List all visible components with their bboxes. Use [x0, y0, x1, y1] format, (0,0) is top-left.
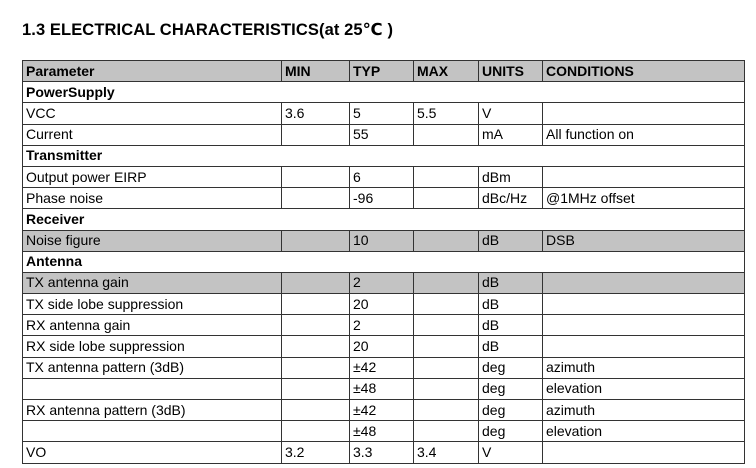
- electrical-characteristics-table: [22, 60, 745, 464]
- cell-min: [282, 421, 350, 442]
- cell-max: [414, 124, 479, 145]
- table-section-row: [23, 82, 745, 103]
- cell-typ: 5: [350, 103, 414, 124]
- cell-min: [282, 188, 350, 209]
- cell-max: [414, 400, 479, 421]
- cell-typ: 55: [350, 124, 414, 145]
- cell-max: [414, 378, 479, 399]
- cell-parameter: VO: [23, 442, 282, 463]
- cell-conditions: [543, 336, 745, 357]
- cell-units: dB: [479, 315, 543, 336]
- cell-max: [414, 294, 479, 315]
- header-max: MAX: [414, 61, 479, 82]
- cell-max: [414, 188, 479, 209]
- cell-max: 5.5: [414, 103, 479, 124]
- cell-typ: ±48: [350, 421, 414, 442]
- cell-typ: 20: [350, 336, 414, 357]
- cell-conditions: [543, 315, 745, 336]
- section-title: 1.3 ELECTRICAL CHARACTERISTICS(at 25℃ ): [22, 21, 394, 39]
- cell-parameter: [23, 421, 282, 442]
- cell-conditions: DSB: [543, 230, 745, 251]
- table-row: [23, 103, 745, 124]
- cell-parameter: TX antenna pattern (3dB): [23, 357, 282, 378]
- cell-parameter: Output power EIRP: [23, 166, 282, 187]
- cell-parameter: TX antenna gain: [23, 272, 282, 293]
- cell-parameter: Phase noise: [23, 188, 282, 209]
- table-row: [23, 124, 745, 145]
- cell-conditions: [543, 272, 745, 293]
- cell-typ: ±48: [350, 378, 414, 399]
- section-label: PowerSupply: [23, 82, 745, 103]
- table-row: [23, 442, 745, 463]
- cell-min: 3.2: [282, 442, 350, 463]
- cell-conditions: [543, 103, 745, 124]
- table-section-row: [23, 145, 745, 166]
- cell-conditions: azimuth: [543, 357, 745, 378]
- cell-typ: 3.3: [350, 442, 414, 463]
- table-row: [23, 315, 745, 336]
- cell-typ: -96: [350, 188, 414, 209]
- cell-min: [282, 378, 350, 399]
- cell-min: [282, 230, 350, 251]
- cell-typ: 20: [350, 294, 414, 315]
- cell-max: [414, 166, 479, 187]
- cell-units: dB: [479, 272, 543, 293]
- cell-units: V: [479, 103, 543, 124]
- cell-units: deg: [479, 357, 543, 378]
- cell-conditions: [543, 294, 745, 315]
- table-row: [23, 230, 745, 251]
- cell-typ: ±42: [350, 357, 414, 378]
- table-row: [23, 421, 745, 442]
- table-row: [23, 272, 745, 293]
- cell-parameter: RX side lobe suppression: [23, 336, 282, 357]
- cell-parameter: VCC: [23, 103, 282, 124]
- table-row: [23, 188, 745, 209]
- cell-units: dBm: [479, 166, 543, 187]
- cell-parameter: TX side lobe suppression: [23, 294, 282, 315]
- cell-min: [282, 124, 350, 145]
- cell-max: [414, 272, 479, 293]
- table-section-row: [23, 209, 745, 230]
- table-row: [23, 400, 745, 421]
- cell-parameter: Noise figure: [23, 230, 282, 251]
- cell-max: [414, 315, 479, 336]
- cell-min: [282, 336, 350, 357]
- section-label: Antenna: [23, 251, 745, 272]
- cell-conditions: elevation: [543, 421, 745, 442]
- header-min: MIN: [282, 61, 350, 82]
- table-section-row: [23, 251, 745, 272]
- table-row: [23, 357, 745, 378]
- cell-min: [282, 166, 350, 187]
- section-label: Transmitter: [23, 145, 745, 166]
- cell-units: deg: [479, 378, 543, 399]
- cell-typ: 10: [350, 230, 414, 251]
- table-row: [23, 336, 745, 357]
- cell-min: [282, 315, 350, 336]
- cell-units: dB: [479, 230, 543, 251]
- cell-units: dB: [479, 336, 543, 357]
- table-row: [23, 378, 745, 399]
- cell-conditions: All function on: [543, 124, 745, 145]
- table-body: [23, 82, 745, 463]
- cell-units: V: [479, 442, 543, 463]
- cell-units: deg: [479, 421, 543, 442]
- cell-conditions: @1MHz offset: [543, 188, 745, 209]
- cell-conditions: elevation: [543, 378, 745, 399]
- cell-units: mA: [479, 124, 543, 145]
- cell-min: [282, 400, 350, 421]
- cell-units: dB: [479, 294, 543, 315]
- cell-units: deg: [479, 400, 543, 421]
- cell-parameter: RX antenna pattern (3dB): [23, 400, 282, 421]
- cell-min: 3.6: [282, 103, 350, 124]
- cell-max: [414, 357, 479, 378]
- cell-max: [414, 336, 479, 357]
- cell-units: dBc/Hz: [479, 188, 543, 209]
- table-row: [23, 166, 745, 187]
- cell-max: 3.4: [414, 442, 479, 463]
- cell-min: [282, 272, 350, 293]
- cell-typ: 6: [350, 166, 414, 187]
- header-parameter: Parameter: [23, 61, 282, 82]
- cell-max: [414, 421, 479, 442]
- cell-parameter: RX antenna gain: [23, 315, 282, 336]
- cell-typ: ±42: [350, 400, 414, 421]
- section-label: Receiver: [23, 209, 745, 230]
- cell-conditions: [543, 166, 745, 187]
- cell-typ: 2: [350, 315, 414, 336]
- cell-conditions: [543, 442, 745, 463]
- cell-parameter: [23, 378, 282, 399]
- cell-conditions: azimuth: [543, 400, 745, 421]
- cell-min: [282, 357, 350, 378]
- header-typ: TYP: [350, 61, 414, 82]
- header-units: UNITS: [479, 61, 543, 82]
- table-row: [23, 294, 745, 315]
- cell-max: [414, 230, 479, 251]
- cell-typ: 2: [350, 272, 414, 293]
- table-header-row: [23, 61, 745, 82]
- header-conditions: CONDITIONS: [543, 61, 745, 82]
- cell-min: [282, 294, 350, 315]
- cell-parameter: Current: [23, 124, 282, 145]
